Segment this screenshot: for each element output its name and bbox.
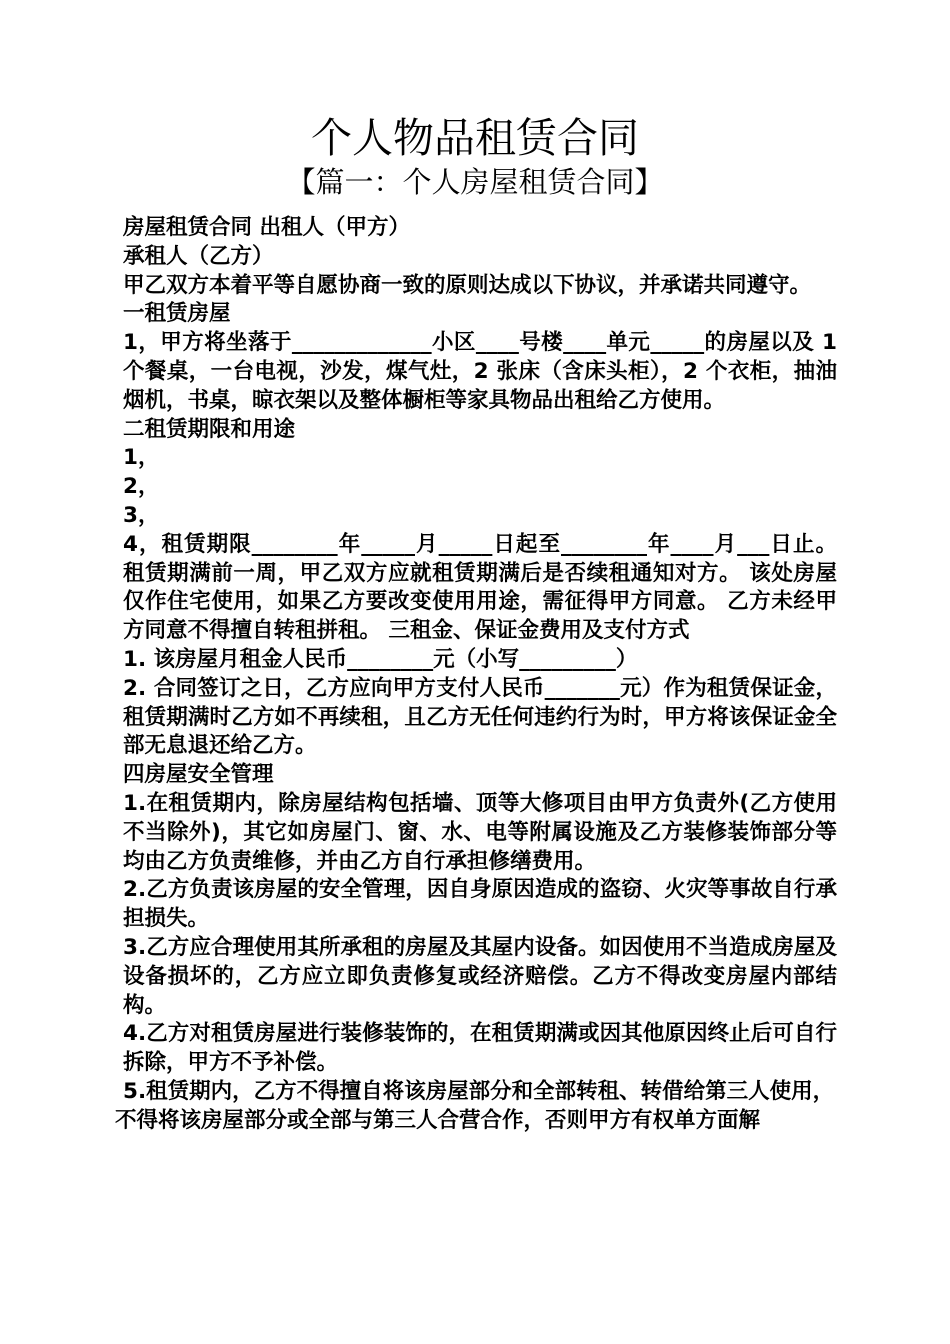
section-heading-leased-property: 一租赁房屋 (123, 301, 231, 327)
paragraph-sublet: 5.租赁期内，乙方不得擅自将该房屋部分和全部转租、转借给第三人使用， (123, 1078, 835, 1104)
paragraph-principle: 甲乙双方本着平等自愿协商一致的原则达成以下协议，并承诺共同遵守。 (123, 272, 812, 298)
paragraph-lease-term: 4，租赁期限________年_____月_____日起至________年____月___日止。 租赁期满前一周，甲乙双方应就租赁期满后是否续租通知对方。 该处房屋仅作住宅使用，如果乙方要改变使用用途，需征得甲方同意。 乙方未经甲方同意不得擅自转租拼租。 三租金、保证金费用及支付方式 (123, 531, 837, 644)
paragraph-property-description: 1，甲方将坐落于_____________小区____号楼____单元_____的房屋以及 1 个餐桌，一台电视，沙发，煤气灶，2 张床（含床头柜），2 个衣柜，抽油烟机，书桌，晾衣架以及整体橱柜等家具物品出租给乙方使用。 (123, 330, 837, 413)
list-item-2: 2， (123, 474, 160, 500)
section-heading-term-and-use: 二租赁期限和用途 (123, 416, 296, 442)
document-subtitle: 【篇一：个人房屋租赁合同】 (286, 165, 664, 199)
document-title: 个人物品租赁合同 (311, 114, 639, 162)
paragraph-security-responsibility: 2.乙方负责该房屋的安全管理，因自身原因造成的盗窃、火灾等事故自行承担损失。 (123, 877, 837, 932)
list-item-1: 1， (123, 445, 160, 471)
paragraph-contract-parties: 房屋租赁合同 出租人（甲方） (123, 215, 410, 240)
paragraph-monthly-rent: 1. 该房屋月租金人民币________元（小写_________） (123, 646, 638, 672)
list-item-3: 3， (123, 502, 160, 528)
paragraph-lessee: 承租人（乙方） (123, 243, 274, 269)
section-heading-safety: 四房屋安全管理 (123, 762, 274, 788)
paragraph-proper-use: 3.乙方应合理使用其所承租的房屋及其屋内设备。如因使用不当造成房屋及设备损坏的，乙方应立即负责修复或经济赔偿。乙方不得改变房屋内部结构。 (123, 934, 837, 1018)
document-body (115, 214, 837, 1136)
paragraph-renovation: 4.乙方对租赁房屋进行装修装饰的，在租赁期满或因其他原因终止后可自行拆除，甲方不予补偿。 (123, 1021, 837, 1076)
paragraph-deposit: 2. 合同签订之日，乙方应向甲方支付人民币_______元）作为租赁保证金，租赁期满时乙方如不再续租，且乙方无任何违约行为时，甲方将该保证金全部无息退还给乙方。 (123, 675, 837, 759)
paragraph-maintenance: 1.在租赁期内，除房屋结构包括墙、顶等大修项目由甲方负责外(乙方使用不当除外)，其它如房屋门、窗、水、电等附属设施及乙方装修装饰部分等均由乙方负责维修，并由乙方自行承担修缮费用。 (123, 790, 837, 874)
paragraph-partnership: 不得将该房屋部分或全部与第三人合营合作，否则甲方有权单方面解 (115, 1107, 761, 1133)
